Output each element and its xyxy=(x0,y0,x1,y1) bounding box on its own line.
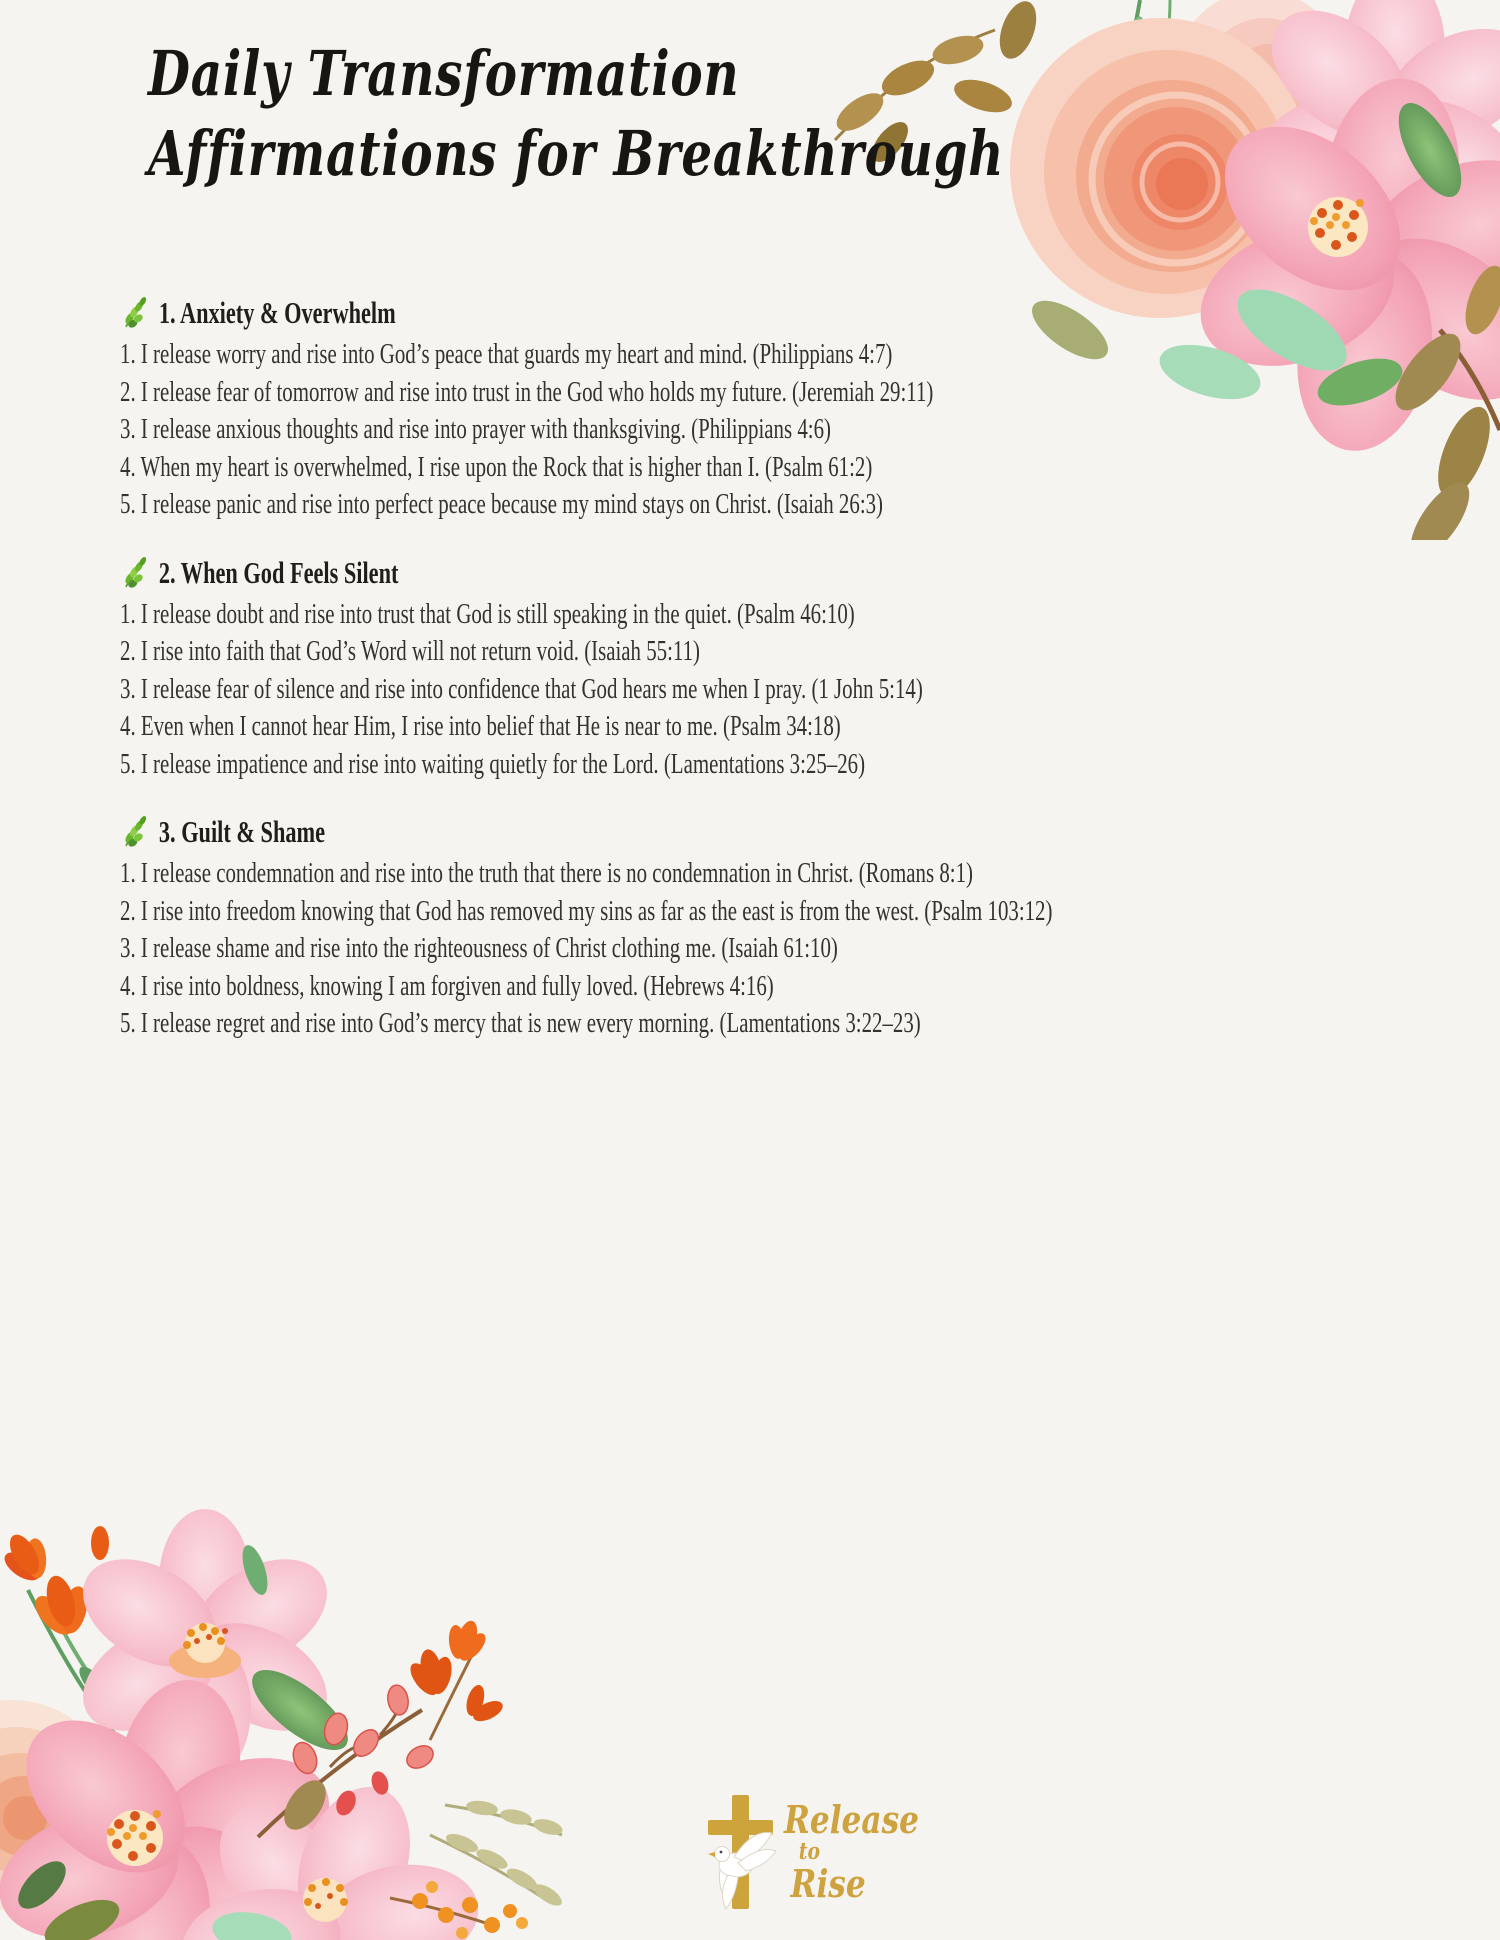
title-line-2: Affirmations for Breakthrough xyxy=(148,117,1005,190)
affirmation-item: 5. I release regret and rise into God’s mercy that is new every morning. (Lamentations 3:22–23) xyxy=(120,1007,921,1039)
affirmation-item: 2. I rise into freedom knowing that God has removed my sins as far as the east is from the west. (Psalm 103:12) xyxy=(120,894,1053,927)
affirmation-item: 4. Even when I cannot hear Him, I rise into belief that He is near to me. (Psalm 34:18) xyxy=(120,710,841,742)
section-when-god-feels-silent xyxy=(120,552,1053,784)
section-heading xyxy=(120,552,1053,594)
affirmation-item: 1. I release condemnation and rise into the truth that there is no condemnation in Christ. (Romans 8:1) xyxy=(120,857,973,889)
section-heading-text: 3. Guilt & Shame xyxy=(158,814,326,849)
logo-text xyxy=(784,1797,919,1906)
leaf-icon xyxy=(120,297,150,329)
affirmation-item: 3. I release anxious thoughts and rise into prayer with thanksgiving. (Philippians 4:6) xyxy=(120,413,831,445)
cross-dove-icon xyxy=(704,1793,778,1913)
section-heading xyxy=(120,811,1053,853)
logo-word-rise: Rise xyxy=(790,1861,866,1906)
leaf-icon xyxy=(120,816,150,848)
section-heading-text: 1. Anxiety & Overwhelm xyxy=(158,295,396,330)
affirmation-item: 2. I release fear of tomorrow and rise into trust in the God who holds my future. (Jeremiah 29:11) xyxy=(120,375,934,408)
section-guilt-shame xyxy=(120,811,1053,1043)
leaf-icon xyxy=(120,557,150,589)
title-line-1: Daily Transformation xyxy=(148,37,740,110)
page-title xyxy=(148,34,1004,194)
affirmation-item: 1. I release doubt and rise into trust that God is still speaking in the quiet. (Psalm 46:10) xyxy=(120,597,855,630)
affirmations-content xyxy=(120,292,1053,1043)
release-to-rise-logo xyxy=(704,1793,949,1913)
section-heading xyxy=(120,292,1053,334)
affirmation-item: 4. I rise into boldness, knowing I am forgiven and fully loved. (Hebrews 4:16) xyxy=(120,969,774,1002)
logo-word-to: to xyxy=(798,1838,821,1865)
affirmation-item: 3. I release fear of silence and rise into confidence that God hears me when I pray. (1 John 5:14) xyxy=(120,672,923,705)
floral-decoration-bottom-left xyxy=(0,1505,580,1940)
logo-word-release: Release xyxy=(784,1797,919,1842)
affirmation-item: 5. I release impatience and rise into waiting quietly for the Lord. (Lamentations 3:25–26) xyxy=(120,747,866,780)
section-heading-text: 2. When God Feels Silent xyxy=(158,554,399,590)
affirmation-item: 1. I release worry and rise into God’s peace that guards my heart and mind. (Philippians 4:7) xyxy=(120,338,893,370)
affirmation-item: 5. I release panic and rise into perfect peace because my mind stays on Christ. (Isaiah 26:3) xyxy=(120,488,884,520)
affirmation-item: 3. I release shame and rise into the righteousness of Christ clothing me. (Isaiah 61:10) xyxy=(120,932,838,964)
section-anxiety-overwhelm xyxy=(120,292,1053,524)
affirmation-item: 4. When my heart is overwhelmed, I rise upon the Rock that is higher than I. (Psalm 61:2) xyxy=(120,450,873,483)
affirmation-item: 2. I rise into faith that God’s Word will not return void. (Isaiah 55:11) xyxy=(120,635,700,667)
